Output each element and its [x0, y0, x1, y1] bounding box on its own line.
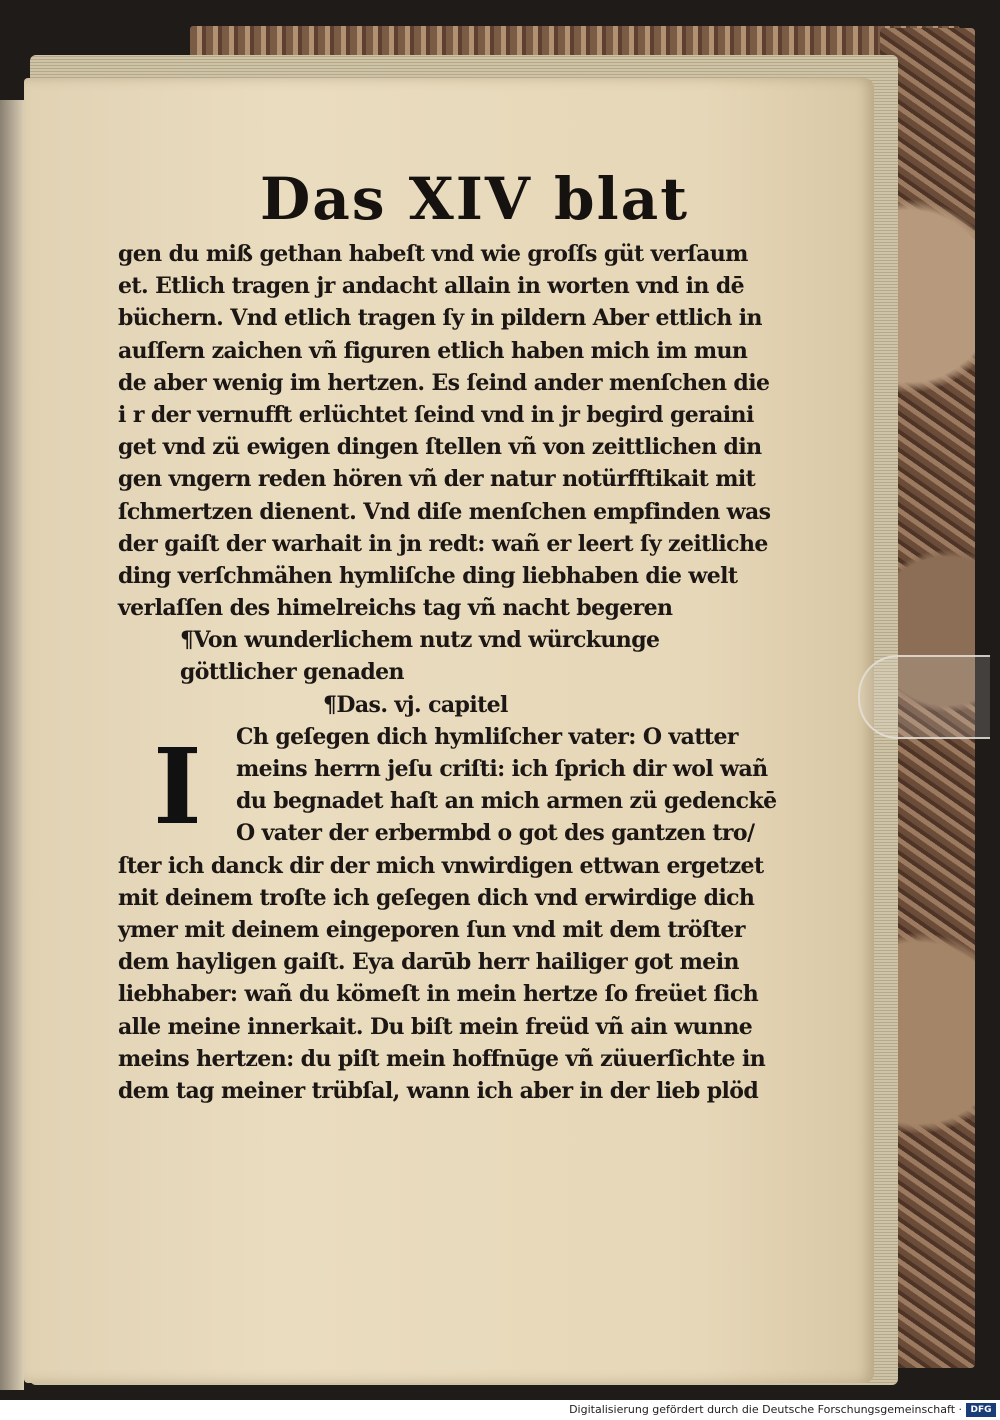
text-line: ymer mit deinem eingeporen ſun vnd mit dem tröſter — [118, 916, 745, 943]
subheading: göttlicher genaden — [180, 659, 404, 686]
subheading: ¶Von wunderlichem nutz vnd würckunge — [180, 627, 660, 654]
text-line: meins herrn jeſu criſti: ich ſprich dir wol wañ — [236, 756, 768, 782]
text-line: alle meine innerkait. Du biſt mein freüd vñ ain wunne — [118, 1013, 753, 1040]
footer-credit — [0, 1400, 1000, 1420]
text-line: liebhaber: wañ du kömeſt in mein hertze ſo freüet ſich — [118, 981, 759, 1008]
body-text — [118, 238, 778, 1107]
page-clip — [858, 655, 990, 739]
text-line: Ch geſegen dich hymliſcher vater: O vatter — [236, 723, 738, 750]
text-line: mit deinem troſte ich geſegen dich vnd erwirdige dich — [118, 884, 755, 911]
text-line: de aber wenig im hertzen. Es ſeind ander menſchen die — [118, 369, 770, 396]
text-line: i r der vernufft erlüchtet ſeind vnd in jr begird geraini — [118, 401, 754, 428]
text-line: get vnd zü ewigen dingen ſtellen vñ von zeittlichen din — [118, 434, 762, 461]
drop-initial: I — [153, 725, 202, 848]
page-heading: Das XIV blat — [260, 165, 690, 233]
text-line: et. Etlich tragen jr andacht allain in worten vnd in dē — [118, 273, 745, 300]
text-line: gen du miß gethan habeſt vnd wie groſſs güt verſaum — [118, 241, 748, 267]
text-line: meins hertzen: du piſt mein hoffnūge vñ züuerſichte in — [118, 1045, 766, 1072]
text-line: du begnadet haſt an mich armen zü gedenckē — [236, 788, 777, 815]
footer-text: Digitalisierung gefördert durch die Deutsche Forschungsgemeinschaft · — [569, 1403, 962, 1416]
chapter-label: ¶Das. vj. capitel — [323, 691, 508, 718]
dfg-logo-icon: DFG — [966, 1403, 996, 1417]
text-line: büchern. Vnd etlich tragen ſy in pildern Aber ettlich in — [118, 305, 762, 332]
text-line: verlaſſen des himelreichs tag vñ nacht begeren — [118, 595, 673, 622]
text-line: ding verſchmähen hymliſche ding liebhaben die welt — [118, 562, 738, 589]
text-line: auſſern zaichen vñ figuren etlich haben mich im mun — [118, 337, 748, 364]
text-line: gen vngern reden hören vñ der natur notürfftikait mit — [118, 466, 756, 493]
facing-page-edge — [0, 100, 24, 1390]
text-line: O vater der erbermbd o got des gantzen tro/ — [236, 820, 755, 847]
text-line: dem tag meiner trübſal, wann ich aber in der lieb plöd — [118, 1077, 759, 1104]
text-line: der gaiſt der warhait in jn redt: wañ er leert ſy zeitliche — [118, 530, 768, 557]
text-line: ſter ich danck dir der mich vnwirdigen ettwan ergetzet — [118, 852, 764, 879]
text-line: ſchmertzen dienent. Vnd diſe menſchen empfinden was — [118, 498, 771, 525]
text-line: dem hayligen gaiſt. Eya darūb herr hailiger got mein — [118, 949, 739, 976]
